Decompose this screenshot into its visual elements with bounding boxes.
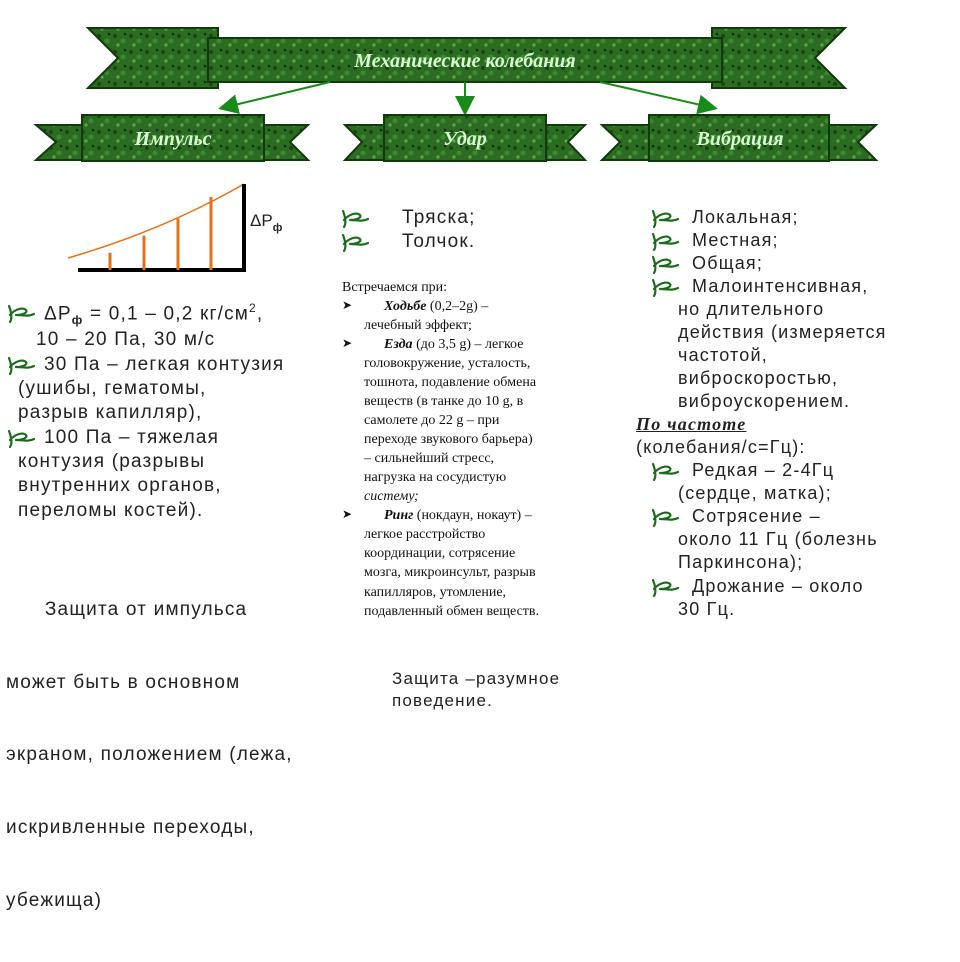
strike-item-push	[340, 230, 620, 254]
graph-bars	[110, 197, 211, 270]
pressure-graph	[68, 184, 283, 272]
strike-item-label: Тряска;	[402, 207, 476, 228]
ride-line: веществ (в танке до 10 g, в	[364, 394, 524, 410]
frequency-line: (сердце, матка);	[678, 483, 832, 504]
ride-title: Езда	[384, 337, 413, 353]
impulse-protection	[6, 549, 336, 962]
frequency-line: Паркинсона);	[678, 552, 804, 573]
heavy-contusion-line: переломы костей).	[18, 499, 204, 521]
impulse-protection-line: убежища)	[6, 890, 103, 912]
walk-title: Ходьбе	[384, 299, 427, 315]
banner-strike-label: Удар	[443, 128, 487, 150]
encounter-ride	[342, 335, 632, 506]
ride-line: головокружение, усталость,	[364, 356, 531, 372]
frequency-line: Редкая – 2-4Гц	[692, 460, 835, 481]
check-hand-icon	[650, 576, 680, 598]
check-hand-icon	[650, 506, 680, 528]
strike-protection-line: Защита –разумное	[392, 669, 561, 688]
frequency-item-rare	[640, 459, 958, 505]
walk-line: лечебный эффект;	[364, 318, 472, 334]
formula-sub: ф	[71, 313, 84, 328]
vibration-item	[640, 206, 958, 229]
check-hand-icon	[650, 460, 680, 482]
walk-line: (0,2–2g) –	[426, 299, 489, 315]
formula-sup: 2	[249, 301, 257, 315]
ride-line: самолете до 22 g – при	[364, 413, 500, 429]
encounters-intro: Встречаемся при:	[342, 280, 448, 295]
strike-protection	[392, 668, 632, 712]
ride-line: систему;	[364, 489, 419, 505]
vibration-detail-line: виброскоростью,	[678, 368, 839, 389]
arrow-bullet-icon: ➤	[342, 336, 353, 351]
frequency-item-tremor	[640, 575, 958, 621]
vibration-column	[636, 206, 958, 621]
frequency-heading-title: По частоте	[636, 414, 747, 435]
vibration-detail-line: частотой,	[678, 345, 768, 366]
arrow-bullet-icon: ➤	[342, 507, 353, 522]
vibration-detail-line: виброускорением.	[678, 391, 851, 412]
vibration-item4-details	[640, 298, 958, 413]
ring-line: (нокдаун, нокаут) –	[413, 508, 532, 524]
ring-line: капилляров, утомление,	[364, 584, 507, 600]
impulse-item-light-contusion	[6, 353, 336, 426]
check-hand-icon	[6, 302, 36, 324]
check-hand-icon	[650, 230, 680, 252]
impulse-protection-line: Защита от импульса	[6, 598, 248, 620]
check-hand-icon	[340, 207, 370, 229]
strike-item-shaking	[340, 206, 620, 230]
graph-label	[250, 211, 283, 234]
ring-title: Ринг	[384, 508, 414, 524]
vibration-item-label: Малоинтенсивная,	[692, 276, 869, 297]
graph-label-sub: ф	[272, 222, 283, 234]
frequency-line: Сотрясение –	[692, 506, 821, 527]
strike-item-label: Толчок.	[402, 231, 476, 253]
ring-line: мозга, микроинсульт, разрыв	[364, 565, 536, 581]
banner-vibration	[602, 115, 876, 161]
check-hand-icon	[6, 427, 36, 449]
impulse-protection-line: экраном, положением (лежа,	[6, 744, 293, 766]
light-contusion-line: 30 Па – легкая контузия	[44, 353, 285, 375]
formula-line-2: 10 – 20 Па, 30 м/с	[36, 329, 216, 351]
banner-strike	[345, 115, 585, 161]
banner-impulse-label: Импульс	[134, 128, 212, 150]
vibration-item	[640, 229, 958, 252]
formula-rest: = 0,1 – 0,2 кг/см	[83, 303, 250, 325]
check-hand-icon	[650, 276, 680, 298]
vibration-item-label: Локальная;	[692, 207, 799, 227]
strike-protection-line: поведение.	[392, 690, 494, 710]
banner-vibration-label: Вибрация	[696, 128, 784, 150]
vibration-item	[640, 275, 958, 298]
vibration-item-label: Общая;	[692, 253, 764, 274]
impulse-protection-line: может быть в основном	[6, 671, 241, 693]
graph-label-main: ΔР	[250, 211, 273, 230]
check-hand-icon	[650, 207, 680, 229]
graph-curve	[68, 184, 244, 258]
heavy-contusion-line: 100 Па – тяжелая	[44, 426, 220, 448]
light-contusion-line: разрыв капилляр),	[18, 402, 203, 424]
strike-items	[340, 206, 620, 255]
frequency-item-concussion	[640, 505, 958, 574]
impulse-protection-line: искривленные переходы,	[6, 817, 255, 839]
banner-mechanical-oscillations	[88, 28, 845, 88]
frequency-heading	[636, 413, 958, 436]
light-contusion-line: (ушибы, гематомы,	[18, 378, 207, 400]
vibration-item	[640, 252, 958, 275]
ride-line: переходе звукового барьера)	[364, 432, 533, 448]
arrow-bullet-icon: ➤	[342, 298, 353, 313]
ring-line: подавленный обмен веществ.	[364, 603, 540, 619]
frequency-line: около 11 Гц (болезнь	[678, 529, 878, 550]
formula-main: ΔР	[44, 303, 72, 325]
encounter-ring	[342, 506, 632, 620]
ride-line: тошнота, подавление обмена	[364, 375, 537, 391]
heavy-contusion-line: контузия (разрывы	[18, 451, 206, 473]
ride-line: – сильнейший стресс,	[364, 451, 495, 467]
ride-line: (до 3,5 g) – легкое	[412, 337, 524, 353]
check-hand-icon	[6, 354, 36, 376]
check-hand-icon	[340, 231, 370, 253]
formula-tail: ,	[256, 303, 264, 325]
ring-line: легкое расстройство	[364, 527, 486, 543]
heavy-contusion-line: внутренних органов,	[18, 475, 222, 497]
vibration-detail-line: действия (измеряется	[678, 322, 887, 343]
vibration-item-label: Местная;	[692, 230, 779, 251]
ride-line: нагрузка на сосудистую	[364, 470, 507, 486]
impulse-column	[6, 301, 336, 962]
frequency-line: 30 Гц.	[678, 598, 736, 619]
impulse-item-heavy-contusion	[6, 426, 336, 523]
hierarchy-arrows	[222, 82, 714, 112]
ring-line: координации, сотрясение	[364, 546, 516, 562]
encounter-walk	[342, 297, 632, 335]
check-hand-icon	[650, 253, 680, 275]
frequency-subheading: (колебания/с=Гц):	[636, 437, 806, 458]
banner-top-title: Механические колебания	[354, 50, 576, 72]
frequency-line: Дрожание – около	[692, 575, 864, 596]
impulse-item-formula	[6, 301, 336, 328]
strike-encounters	[342, 278, 632, 621]
vibration-detail-line: но длительного	[678, 299, 825, 320]
banner-impulse	[36, 115, 308, 161]
